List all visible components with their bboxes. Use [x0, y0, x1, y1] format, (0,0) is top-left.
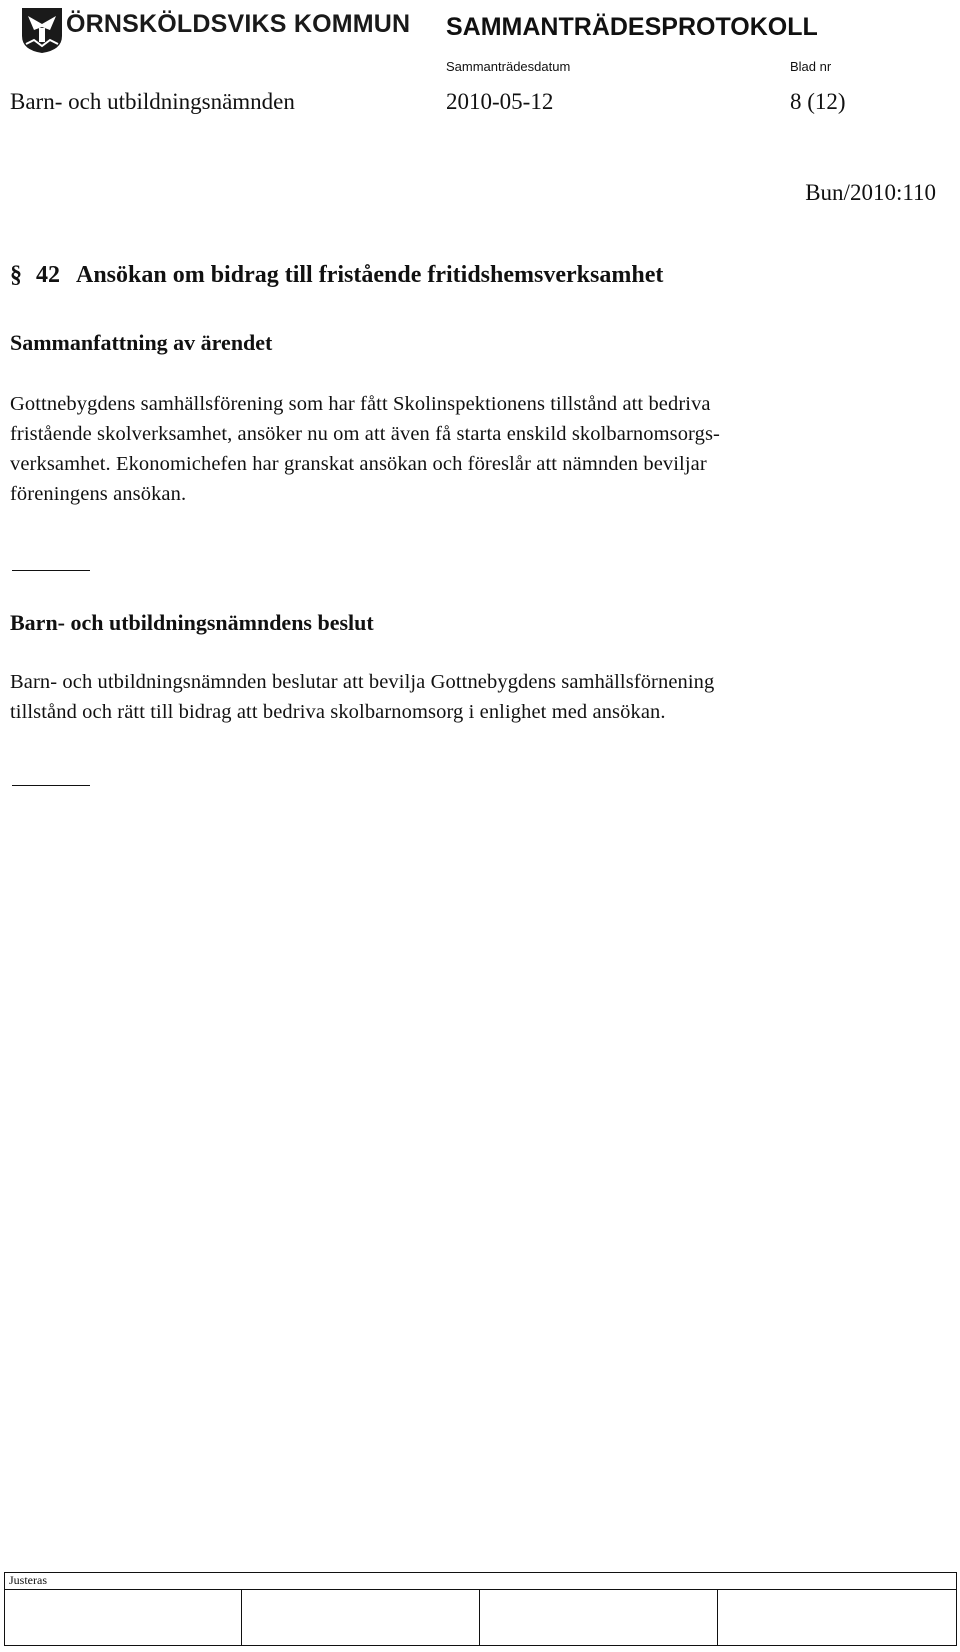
case-number: Bun/2010:110	[805, 180, 936, 205]
section-divider	[12, 785, 90, 786]
decision-heading: Barn- och utbildningsnämndens beslut	[10, 610, 374, 635]
signature-table-header	[5, 1573, 956, 1590]
page-label: Blad nr	[790, 59, 832, 74]
section-divider	[12, 570, 90, 571]
meeting-date: 2010-05-12	[446, 89, 554, 114]
paragraph-heading	[10, 262, 663, 289]
document-type-title: SAMMANTRÄDESPROTOKOLL	[446, 13, 818, 41]
page-number: 8 (12)	[790, 89, 846, 114]
signature-table	[4, 1572, 957, 1646]
decision-line: tillstånd och rätt till bidrag att bedriva skolbarnomsorg i enlighet med ansökan.	[10, 701, 666, 723]
organization-name: ÖRNSKÖLDSVIKS KOMMUN	[66, 10, 411, 38]
decision-line: Barn- och utbildningsnämnden beslutar att bevilja Gottnebygdens samhällsförnening	[10, 671, 715, 693]
paragraph-symbol: §	[10, 262, 22, 288]
signature-cell	[5, 1590, 242, 1645]
signature-cell	[480, 1590, 718, 1645]
paragraph-title: Ansökan om bidrag till fristående fritidshemsverksamhet	[76, 262, 664, 288]
date-label: Sammanträdesdatum	[446, 59, 571, 74]
justeras-label: Justeras	[9, 1573, 47, 1587]
summary-line: föreningens ansökan.	[10, 483, 187, 505]
summary-heading: Sammanfattning av ärendet	[10, 330, 273, 355]
signature-cell	[242, 1590, 480, 1645]
summary-line: verksamhet. Ekonomichefen har granskat ansökan och föreslår att nämnden beviljar	[10, 453, 707, 475]
paragraph-number: 42	[36, 262, 60, 288]
summary-line: fristående skolverksamhet, ansöker nu om att även få starta enskild skolbarnomsorgs-	[10, 423, 720, 445]
board-name: Barn- och utbildningsnämnden	[10, 89, 295, 114]
summary-line: Gottnebygdens samhällsförening som har fått Skolinspektionens tillstånd att bedriva	[10, 393, 711, 415]
